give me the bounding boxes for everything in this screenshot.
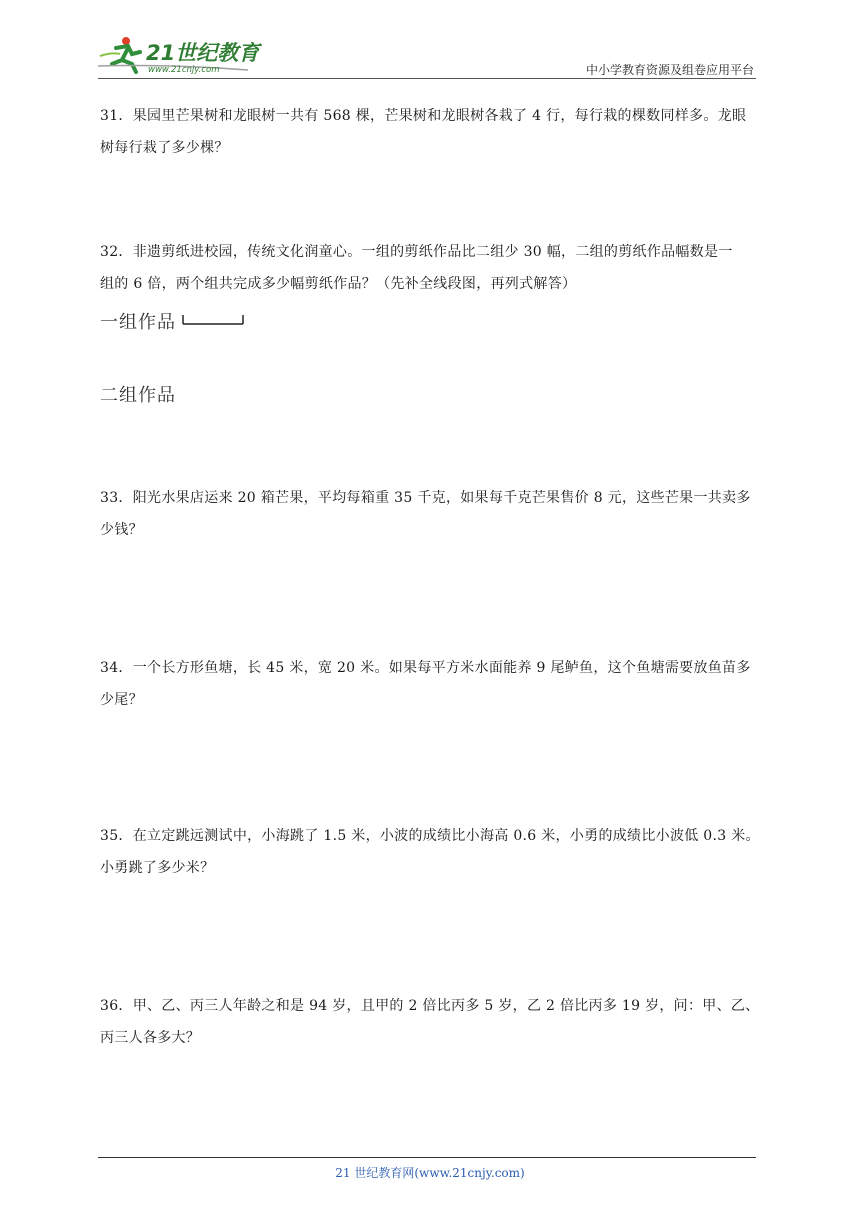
page-header [98,30,756,80]
question-line: 36．甲、乙、丙三人年龄之和是 94 岁，且甲的 2 倍比丙多 5 岁，乙 2 倍比丙多 19 岁，问：甲、乙、 [100,998,760,1014]
question-line: 31．果园里芒果树和龙眼树一共有 568 棵，芒果树和龙眼树各栽了 4 行，每行栽的棵数同样多。龙眼 [100,108,747,124]
logo-text: 21世纪教育 [146,41,260,65]
footer-divider [98,1157,756,1158]
group1-label: 一组作品 [100,312,176,333]
header-divider [98,78,756,79]
group2-label: 二组作品 [100,385,176,406]
question-line: 树每行栽了多少棵？ [100,140,229,156]
question-line: 少尾？ [100,692,143,708]
logo-url: www.21cnjy.com [148,65,220,74]
question-line: 35．在立定跳远测试中，小海跳了 1.5 米，小波的成绩比小海高 0.6 米，小勇的成绩比小波低 0.3 米。 [100,828,760,844]
group1-segment [182,315,244,325]
footer-text: 21 世纪教育网(www.21cnjy.com) [335,1166,525,1180]
question-line: 小勇跳了多少米？ [100,860,215,876]
question-line: 少钱？ [100,522,143,538]
question-31 [100,100,762,164]
question-line: 32．非遗剪纸进校园，传统文化润童心。一组的剪纸作品比二组少 30 幅，二组的剪纸作品幅数是一 [100,244,733,260]
question-35 [100,820,762,884]
question-36 [100,990,762,1054]
question-line: 33．阳光水果店运来 20 箱芒果，平均每箱重 35 千克，如果每千克芒果售价 8 元，这些芒果一共卖多 [100,490,751,506]
question-34 [100,652,762,716]
question-line: 丙三人各多大？ [100,1030,201,1046]
question-32 [100,236,762,300]
question-line: 组的 6 倍，两个组共完成多少幅剪纸作品？（先补全线段图，再列式解答） [100,276,577,292]
site-logo [98,34,268,74]
platform-name: 中小学教育资源及组卷应用平台 [585,63,754,77]
question-line: 34．一个长方形鱼塘，长 45 米，宽 20 米。如果每平方米水面能养 9 尾鲈鱼，这个鱼塘需要放鱼苗多 [100,660,751,676]
question-33 [100,482,762,546]
